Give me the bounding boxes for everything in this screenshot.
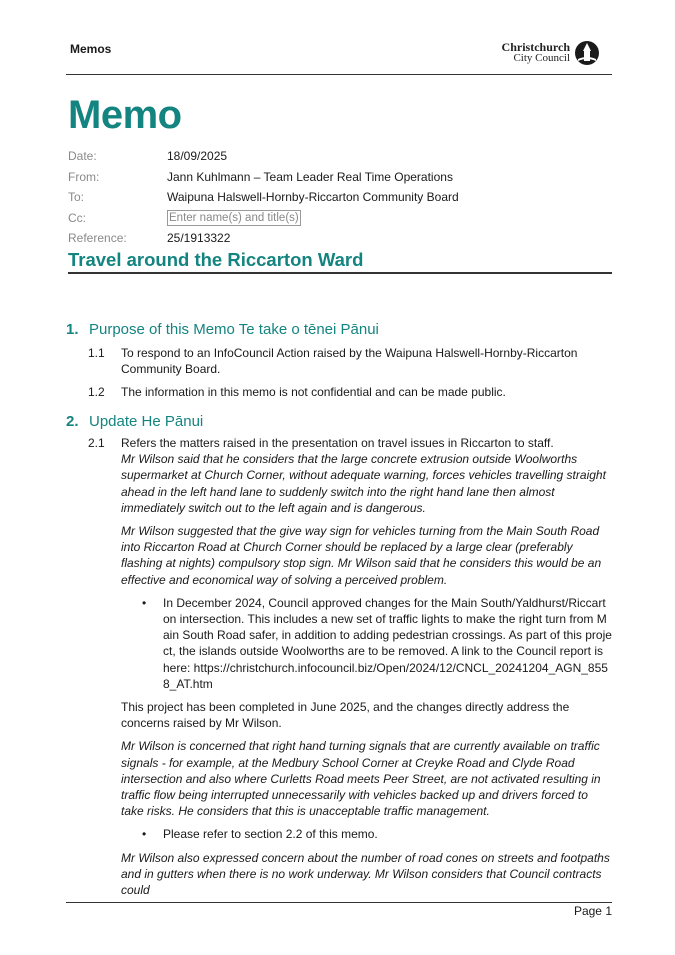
page-header [66,0,612,75]
paragraph-text: Refers the matters raised in the presentation on travel issues in Riccarton to staff. [121,436,554,451]
meta-row-cc [68,208,608,229]
memo-body [66,322,612,898]
section-title: Update He Pānui [89,412,204,430]
paragraph [66,435,612,451]
section-number: 2. [66,412,79,430]
meta-label: Cc: [68,210,86,225]
paragraph-number: 2.1 [88,436,105,451]
memo-heading: Memo [68,93,182,137]
header-title: Memos [70,42,112,56]
meta-label: Date: [68,149,97,164]
bullet-text: In December 2024, Council approved changes for the Main South/Yaldhurst/Riccarton intersection. This includes a new set of traffic lights to make the right turn from Main South Road safer, in addition to adding pedestrian crossings. As part of this project, the islands outside Woolworths are to be removed. A link to the Council report is here: https://christchurch.infocouncil.biz/Open/2024/12/CNCL_20241204_AGN_8558_AT.htm [163,595,612,691]
meta-value: Waipuna Halswell-Hornby-Riccarton Community Board [167,190,459,205]
bullet-item [142,595,612,692]
meta-label: From: [68,169,100,184]
meta-value: 18/09/2025 [167,149,228,164]
section-title: Purpose of this Memo Te take o tēnei Pānui [89,321,379,338]
meta-row-to [68,187,608,208]
meta-label: To: [68,190,85,205]
paragraph-text: To respond to an InfoCouncil Action raised by the Waipuna Halswell-Hornby-Riccarton Community Board. [121,346,578,377]
meta-value: Jann Kuhlmann – Team Leader Real Time Operations [167,169,453,184]
bullet-icon: • [142,827,147,842]
bullet-item [142,826,612,842]
memo-meta-table [68,146,608,249]
logo-line1: Christchurch [501,40,570,54]
meta-row-from [68,167,608,188]
council-logo [502,40,600,66]
quoted-concern: Mr Wilson suggested that the give way sign for vehicles turning from the Main South Road into Riccarton Road at Church Corner should be replaced by a large clear (preferably flashing at nights) compulsory stop sign. Mr Wilson said that he considers this would be an effective and economical way of solving a perceived problem. [121,524,602,587]
quoted-concern: Mr Wilson is concerned that right hand turning signals that are currently available on traffic signals - for example, at the Medbury School Corner at Creyke Road and Clyde Road intersection and also where Curletts Road meets Peer Street, are not activated resulting in traffic flow being interrupted unnecessarily with vehicles backed up and drivers forced to take risks. He considers that this is unacceptable traffic management. [121,739,601,819]
quoted-concern: Mr Wilson also expressed concern about the number of road cones on streets and footpaths and in gutters when there is no work underway. Mr Wilson considers that Council contracts could [121,850,610,898]
section-heading [66,414,612,430]
page-number: Page 1 [573,904,612,918]
meta-value: 25/1913322 [167,231,231,246]
paragraph [66,345,612,377]
section-heading [66,322,612,338]
cathedral-logo-icon [574,40,600,66]
logo-line2: City Council [513,52,570,64]
meta-label: Reference: [68,231,127,246]
cc-input-field[interactable]: Enter name(s) and title(s) [169,211,299,224]
quoted-concern: Mr Wilson said that he considers that the large concrete extrusion outside Woolworths supermarket at Church Corner, without adequate warning, forces vehicles travelling straight ahead in the left hand lane to suddenly switch into the right hand lane then almost immediately switch out to the left again and is dangerous. [121,452,606,515]
section-number: 1. [66,321,79,338]
paragraph-number: 1.1 [88,346,105,361]
bullet-text: Please refer to section 2.2 of this memo. [163,827,378,842]
memo-subject: Travel around the Riccarton Ward [68,249,612,274]
paragraph-text: The information in this memo is not confidential and can be made public. [121,384,506,399]
paragraph [66,384,612,400]
meta-row-date [68,146,608,167]
response-text: This project has been completed in June 2025, and the changes directly address the concerns raised by Mr Wilson. [121,700,570,731]
page-footer [66,902,612,918]
paragraph-number: 1.2 [88,384,105,399]
meta-row-reference [68,228,608,249]
bullet-icon: • [142,595,147,610]
